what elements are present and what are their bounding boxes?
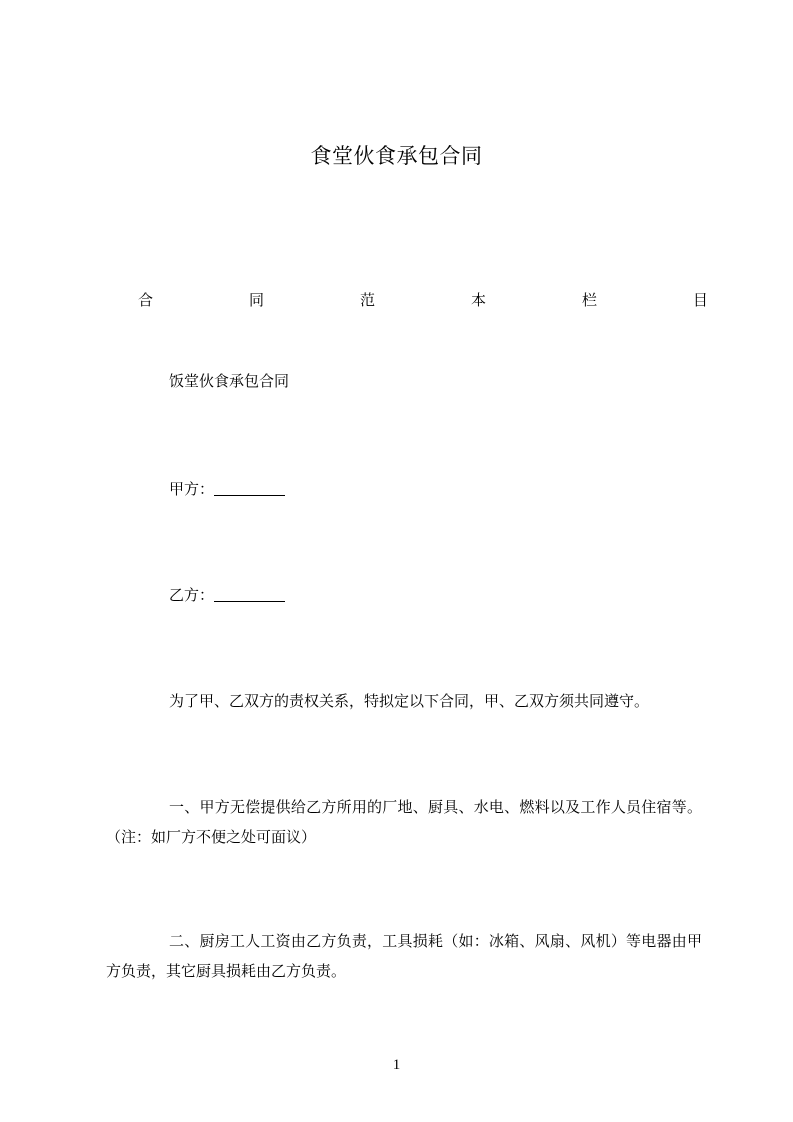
banner-char: 目 — [692, 291, 708, 309]
document-title: 食堂伙食承包合同 — [310, 144, 483, 168]
party-a-label: 甲方： — [169, 480, 215, 498]
clause-1-paragraph: 一、甲方无偿提供给乙方所用的厂地、厨具、水电、燃料以及工作人员住宿等。（注：如厂方不便之处可面议） — [106, 798, 702, 846]
banner-char: 范 — [359, 291, 375, 309]
party-a-line — [106, 474, 702, 504]
page-number: 1 — [392, 1057, 401, 1073]
banner-char: 同 — [248, 291, 264, 309]
party-b-blank — [214, 600, 285, 602]
intro-paragraph: 为了甲、乙双方的责权关系，特拟定以下合同，甲、乙双方须共同遵守。 — [169, 692, 650, 710]
document-subtitle: 饭堂伙食承包合同 — [169, 372, 290, 390]
party-a-blank — [214, 494, 285, 496]
banner-char: 栏 — [581, 291, 597, 309]
banner-char: 本 — [470, 291, 486, 309]
contract-template-banner — [138, 288, 708, 312]
clause-2-paragraph: 二、厨房工人工资由乙方负责，工具损耗（如：冰箱、风扇、风机）等电器由甲方负责，其它厨具损耗由乙方负责。 — [106, 932, 702, 980]
party-b-line — [106, 580, 702, 610]
party-b-label: 乙方： — [169, 586, 215, 604]
banner-char: 合 — [138, 291, 154, 309]
